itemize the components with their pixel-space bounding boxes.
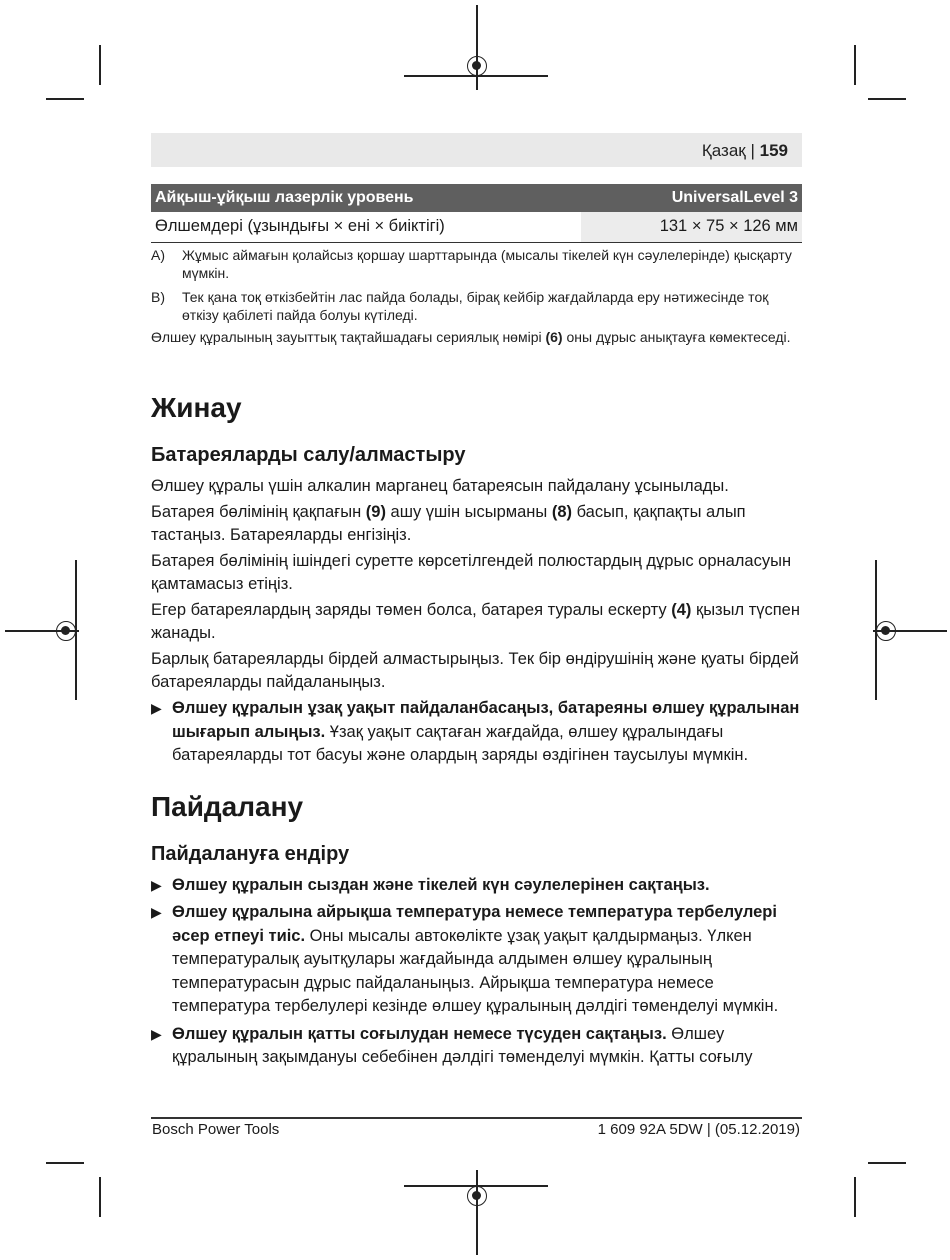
- spec-table-header: [151, 184, 802, 212]
- warning-bullet: [151, 874, 802, 898]
- serial-note-text: Өлшеу құралының зауыттық тақтайшадағы сериялық нөмірі: [151, 329, 546, 345]
- paragraph: Батарея бөлімінің ішіндегі суретте көрсетілгендей полюстардың дұрыс орналасуын қамтамасыз етіңіз.: [151, 552, 792, 593]
- paragraph: Егер батареялардың заряды төмен болса, батарея туралы ескерту (4) қызыл түспен жанады.: [151, 601, 800, 642]
- footnote-text: Тек қана тоқ өткізбейтін лас пайда болады, бірақ кейбір жағдайларда еру нәтижесінде тоқ өткізу қабілеті пайда болуы күтіледі.: [182, 289, 769, 323]
- footnote-key: B): [151, 289, 165, 305]
- subsection-title-startup: Пайдалануға ендіру: [151, 842, 350, 865]
- spec-row-value: 131 × 75 × 126 мм: [581, 212, 802, 242]
- footnote: [151, 288, 802, 324]
- warning-bullet: [151, 697, 802, 768]
- spec-table-row: [151, 212, 802, 243]
- footnote-text: Жұмыс аймағын қолайсыз қоршау шарттарында (мысалы тікелей күн сәулелерінде) қысқарту мүмкін.: [182, 247, 792, 281]
- spec-head-left: Айқыш-ұйқыш лазерлік уровень: [155, 189, 414, 206]
- spec-head-right: UniversalLevel 3: [671, 189, 798, 206]
- header-language-page: [702, 141, 788, 161]
- footer-divider: [151, 1117, 802, 1119]
- footnotes: [151, 246, 802, 346]
- registration-mark-icon: [876, 621, 896, 641]
- footer-doc-number: 1 609 92A 5DW | (05.12.2019): [597, 1121, 800, 1138]
- spec-row-label: Өлшемдері (ұзындығы × ені × биіктігі): [155, 217, 445, 235]
- bullet-arrow-icon: ▶: [151, 1025, 162, 1042]
- header-language: Қазақ: [701, 141, 746, 160]
- section-title-operation: Пайдалану: [151, 790, 304, 822]
- serial-note: [151, 328, 802, 346]
- spec-table: [151, 184, 802, 243]
- footnote: [151, 246, 802, 282]
- registration-mark-icon: [467, 56, 487, 76]
- serial-note-text: оны дұрыс анықтауға көмектеседі.: [562, 329, 791, 345]
- subsection-title-batteries: Батареяларды салу/алмастыру: [151, 444, 466, 466]
- registration-mark-icon: [467, 1186, 487, 1206]
- bullet-arrow-icon: ▶: [151, 876, 162, 893]
- registration-mark-icon: [56, 621, 76, 641]
- bullet-text: Өлшеу құралын сыздан және тікелей күн сәулелерінен сақтаңыз.: [172, 875, 710, 894]
- serial-note-ref: (6): [545, 329, 563, 345]
- bullet-text: Өлшеу құралын қатты соғылудан немесе түсуден сақтаңыз. Өлшеу құралының зақымдануы себебінен дәлдігі төменделуі мүмкін. Қатты соғылу: [172, 1024, 753, 1066]
- page-number: 159: [759, 141, 788, 160]
- footnote-key: A): [151, 247, 165, 263]
- bullet-arrow-icon: ▶: [151, 904, 162, 920]
- paragraph: Барлық батареяларды бірдей алмастырыңыз. Тек бір өндірушінің және қуаты бірдей батареяларды пайдаланыңыз.: [151, 650, 799, 691]
- footer-brand: Bosch Power Tools: [152, 1121, 280, 1138]
- warning-bullet: [151, 901, 802, 1019]
- section-title-assembly: Жинау: [151, 392, 242, 423]
- bullet-text: Өлшеу құралын ұзақ уақыт пайдаланбасаңыз, батареяны өлшеу құралынан шығарып алыңыз. Ұзақ уақыт сақтаған жағдайда, өлшеу құралындағы батареяларды тот басуы және олардың заряды өздігінен таусылуы мүмкін.: [172, 699, 800, 764]
- bullet-arrow-icon: ▶: [151, 700, 162, 716]
- warning-bullet: [151, 1023, 802, 1070]
- header-separator: |: [750, 141, 755, 160]
- main-content: [151, 388, 802, 1074]
- paragraph: Батарея бөлімінің қақпағын (9) ашу үшін ысырманы (8) басып, қақпақты алып тастаңыз. Батареяларды енгізіңіз.: [151, 503, 746, 544]
- paragraph: Өлшеу құралы үшін алкалин марганец батареясын пайдалану ұсынылады.: [151, 477, 729, 495]
- bullet-text: Өлшеу құралына айрықша температура немесе температура тербелулері әсер етпеуі тиіс. Оны мысалы автокөлікте ұзақ уақыт қалдырмаңыз. Үлкен температуралық ауытқулары жағдайында алдымен өлшеу құралының температурасын дұрыс пайдаланыңыз. Айрықша температура немесе температура тербелулері кезінде өлшеу құралының дәлдігі төменделуі мүмкін.: [172, 903, 779, 1015]
- page-header: [151, 133, 802, 167]
